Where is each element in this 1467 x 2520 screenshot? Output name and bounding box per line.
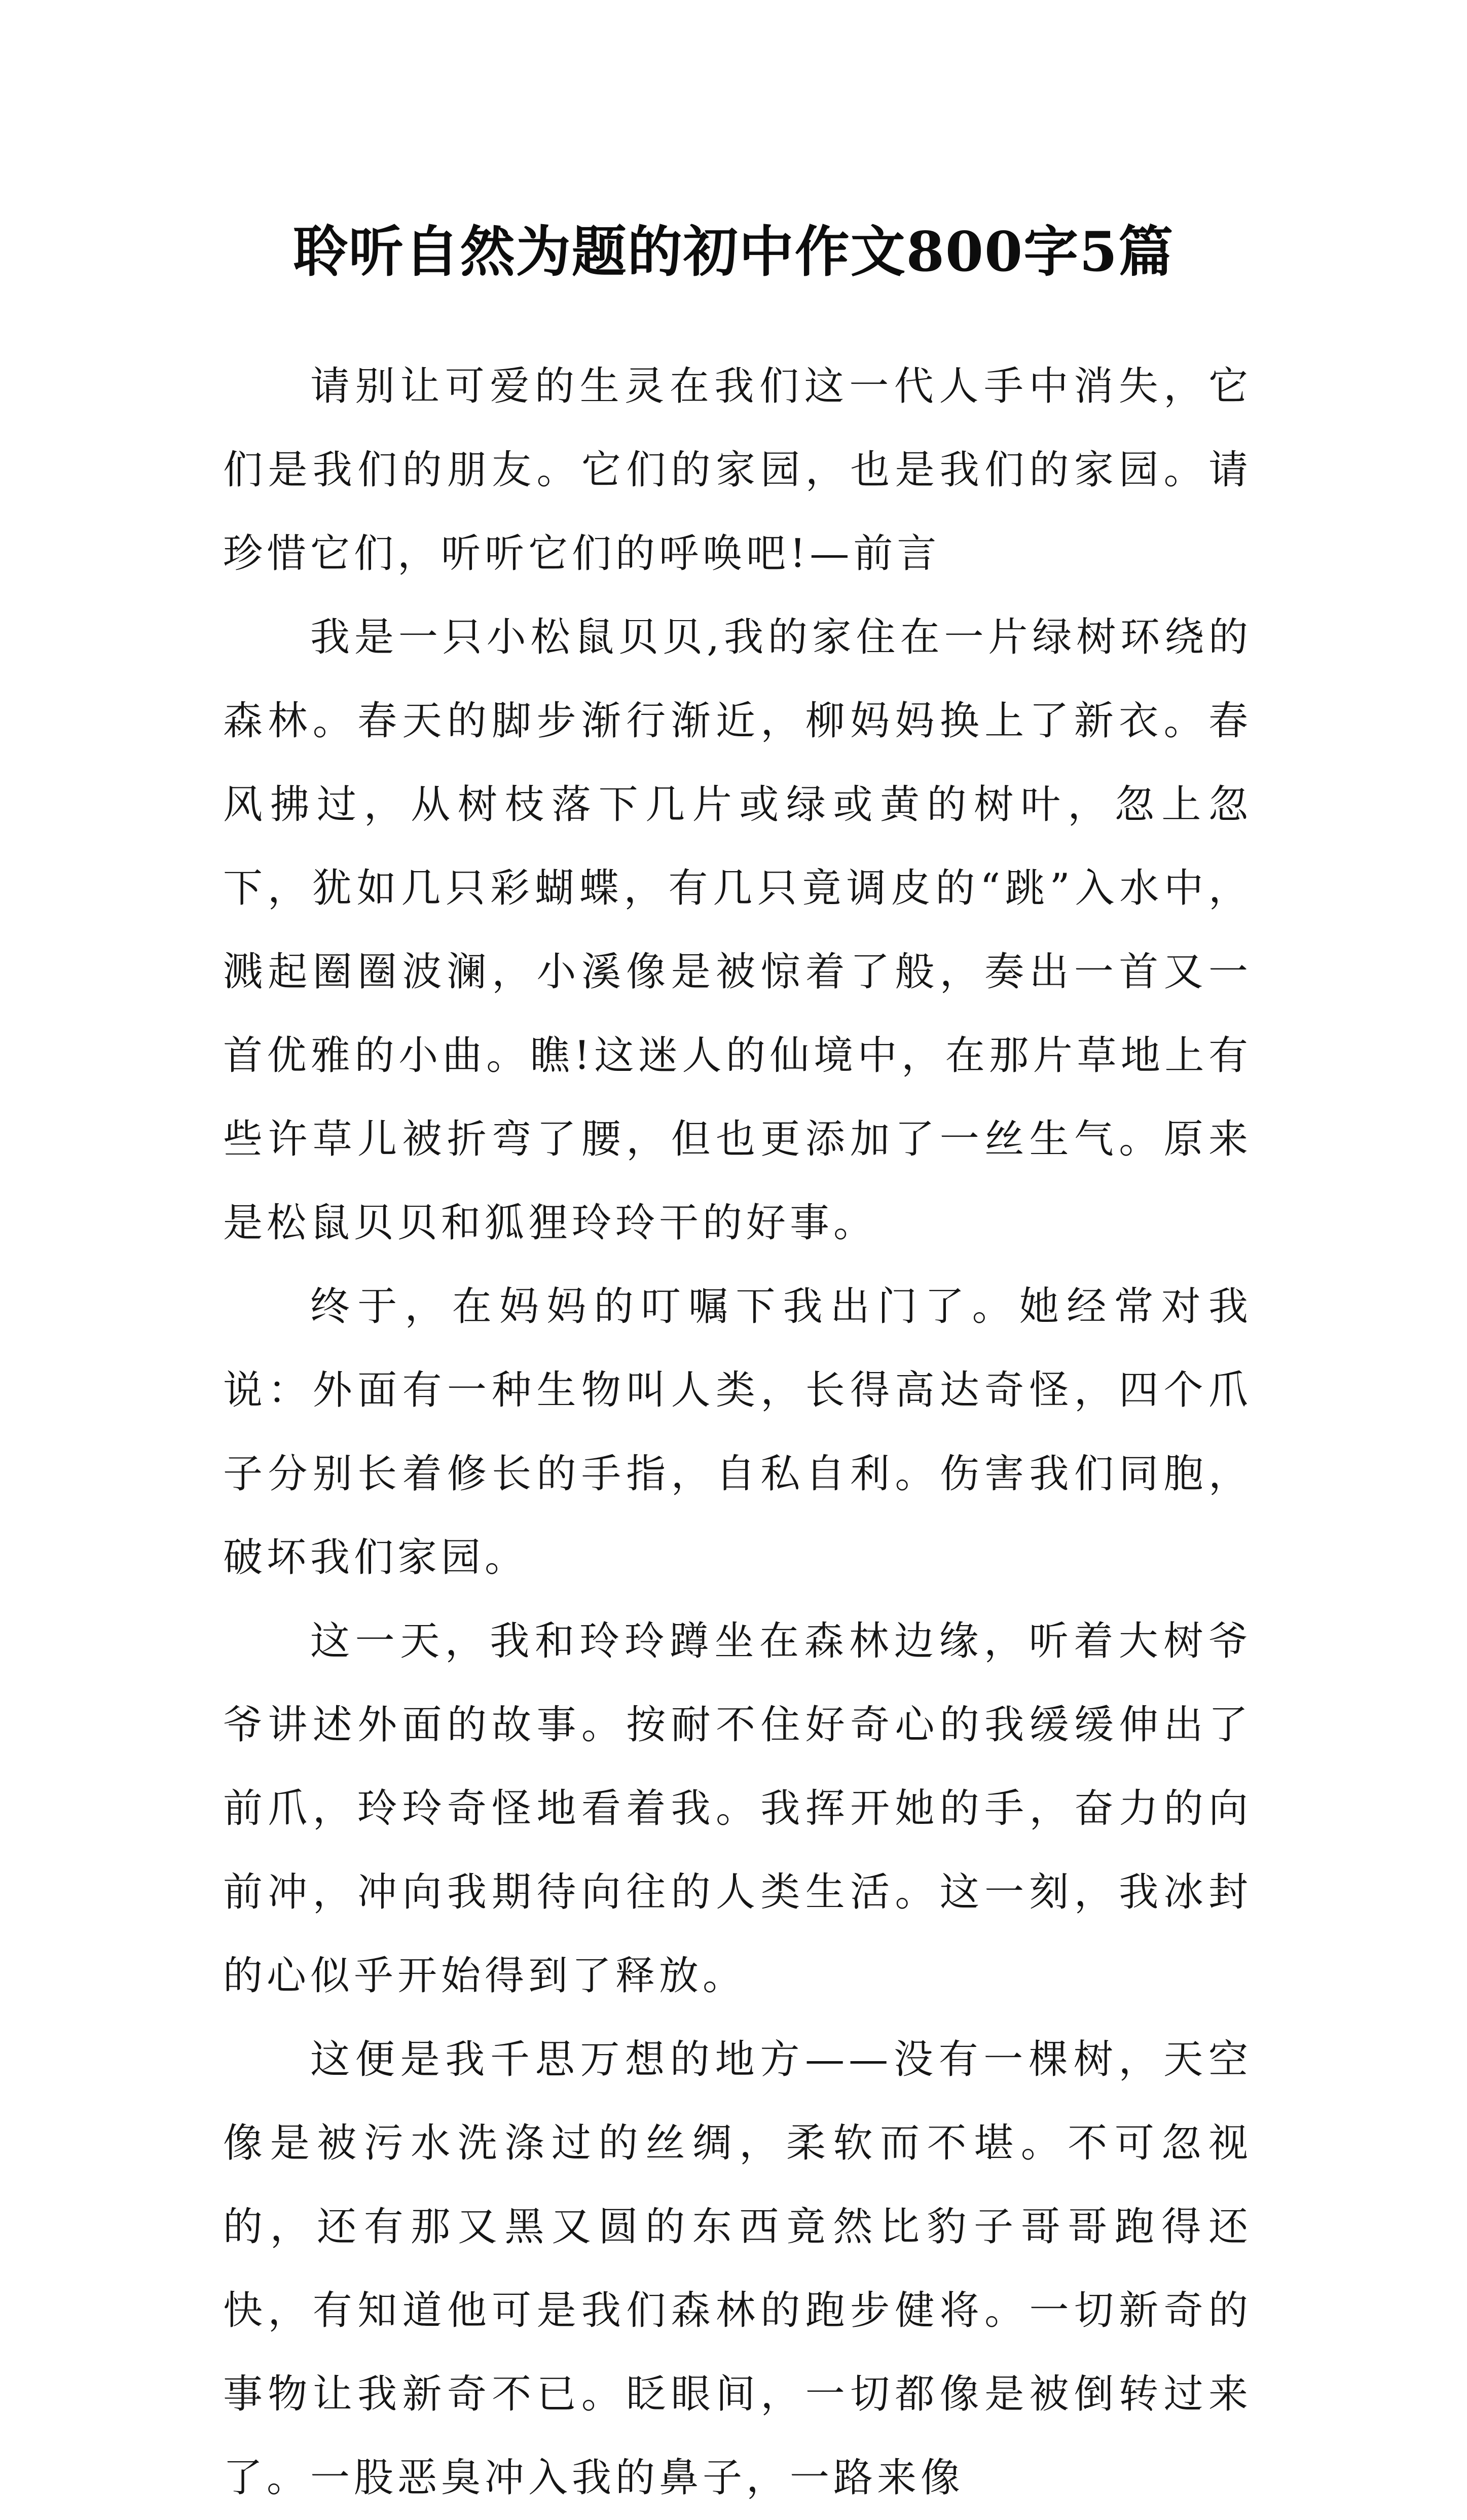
paragraph-mother-warning: 终于，在妈妈的叮嘱下我出门了。她经常对我说：外面有一种生物叫人类，长得高达奇怪，四个爪子分别长着修长的手指，自私自利。伤害我们同胞，破坏我们家园。 <box>223 1284 1252 1580</box>
paragraph-squirrel-home: 我是一只小松鼠贝贝,我的家住在一片绿树环绕的森林。春天的脚步渐行渐近，柳妈妈换上了新衣。春风拂过，从树枝落下几片或绿或黄的树叶，忽上忽下，犹如几只彩蝴蝶，有几只竟调皮的“跳”入水中，溅起圈圈波澜，小溪像是被惊着了般，奏出一首又一首优雅的小曲。瞧!这迷人的仙境中，在那片草地上有些许草儿被折弯了腰，但也更添加了一丝生气。原来是松鼠贝贝和狐狸玲玲干的好事。 <box>223 615 1252 1246</box>
paragraph-preface: 请别让可爱的生灵在我们这一代人手中消失，它们是我们的朋友。它们的家园，也是我们的家园。请珍惜它们，听听它们的呼唤吧!—前言 <box>223 364 1252 577</box>
document-title: 聆听自然为题的初中作文800字5篇 <box>292 220 1175 284</box>
document-body <box>223 345 1252 2520</box>
paragraph-forest-edge: 这一天，我和玲玲蹲坐在森林边缘，听着大树爷爷讲述外面的故事。按耐不住好奇心的我缓缓伸出了前爪，玲玲奇怪地看着我。我挥开她的手，奋力的向前冲，冲向我期待向往的人类生活。这一刻，我冰封的心似乎开始得到了释放。 <box>223 1618 1252 1999</box>
paragraph-human-world: 这便是我千思万想的地方——没有一棵树，天空像是被污水洗涤过的丝绸，柔软而不堪。不可忽视的，还有那又黑又圆的东西竟然比豹子哥哥跑得还快，有知道他可是我们森林的跑步健将。一切新奇的事物让我新奇不已。眨眼间，一切都像是被倒转过来了。一股恶臭冲入我的鼻子，一路来像 <box>223 2037 1252 2501</box>
